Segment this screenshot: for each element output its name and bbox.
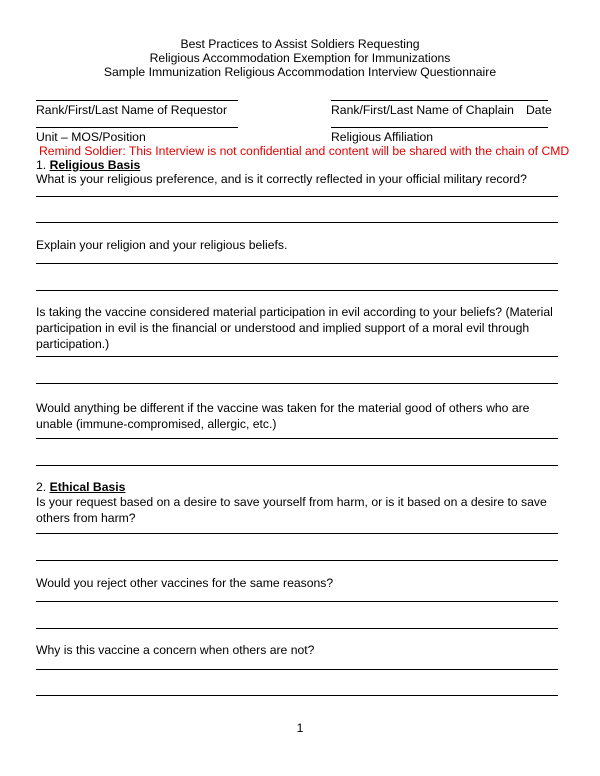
answer-line[interactable] [36, 196, 558, 197]
requestor-name-line[interactable] [36, 100, 238, 101]
section-1-title: Religious Basis [49, 158, 141, 172]
document-title-line-3: Sample Immunization Religious Accommodation Interview Questionnaire [103, 65, 497, 79]
section-1-number: 1. [36, 158, 47, 172]
answer-line[interactable] [36, 669, 558, 670]
unit-position-line[interactable] [36, 127, 238, 128]
section-2-number: 2. [36, 480, 47, 494]
document-title-line-1: Best Practices to Assist Soldiers Requesting [180, 37, 420, 51]
answer-line[interactable] [36, 356, 558, 357]
question-1: What is your religious preference, and is it correctly reflected in your official military record? [36, 172, 527, 186]
section-2-heading [36, 480, 125, 495]
chaplain-name-label: Rank/First/Last Name of Chaplain [331, 103, 514, 117]
section-1-heading [36, 158, 140, 173]
answer-line[interactable] [36, 628, 558, 629]
question-4: Would anything be different if the vaccine was taken for the material good of others who are unable (immune-compromised, allergic, etc.) [36, 401, 530, 431]
requestor-name-label: Rank/First/Last Name of Requestor [36, 103, 228, 117]
religious-affiliation-line[interactable] [331, 127, 548, 128]
chaplain-name-line[interactable] [331, 100, 548, 101]
answer-line[interactable] [36, 438, 558, 439]
document-title-line-2: Religious Accommodation Exemption for Immunizations [149, 51, 451, 65]
confidentiality-reminder: Remind Soldier: This Interview is not confidential and content will be shared with the chain of CMD [39, 144, 570, 158]
answer-line[interactable] [36, 533, 558, 534]
answer-line[interactable] [36, 695, 558, 696]
question-3: Is taking the vaccine considered material participation in evil according to your beliefs? (Material participation in evil is the financial or understood and implied support of a moral evil through participation.) [36, 305, 553, 351]
question-5: Is your request based on a desire to save yourself from harm, or is it based on a desire to save others from harm? [36, 495, 547, 525]
unit-position-label: Unit – MOS/Position [36, 130, 146, 144]
answer-line[interactable] [36, 290, 558, 291]
question-7: Why is this vaccine a concern when others are not? [36, 643, 315, 657]
question-6: Would you reject other vaccines for the same reasons? [36, 576, 334, 590]
question-2: Explain your religion and your religious beliefs. [36, 238, 288, 252]
answer-line[interactable] [36, 601, 558, 602]
religious-affiliation-label: Religious Affiliation [331, 130, 434, 144]
answer-line[interactable] [36, 465, 558, 466]
answer-line[interactable] [36, 222, 558, 223]
answer-line[interactable] [36, 560, 558, 561]
date-label: Date [526, 103, 552, 117]
page-number: 1 [296, 721, 304, 735]
answer-line[interactable] [36, 383, 558, 384]
section-2-title: Ethical Basis [49, 480, 126, 494]
answer-line[interactable] [36, 263, 558, 264]
